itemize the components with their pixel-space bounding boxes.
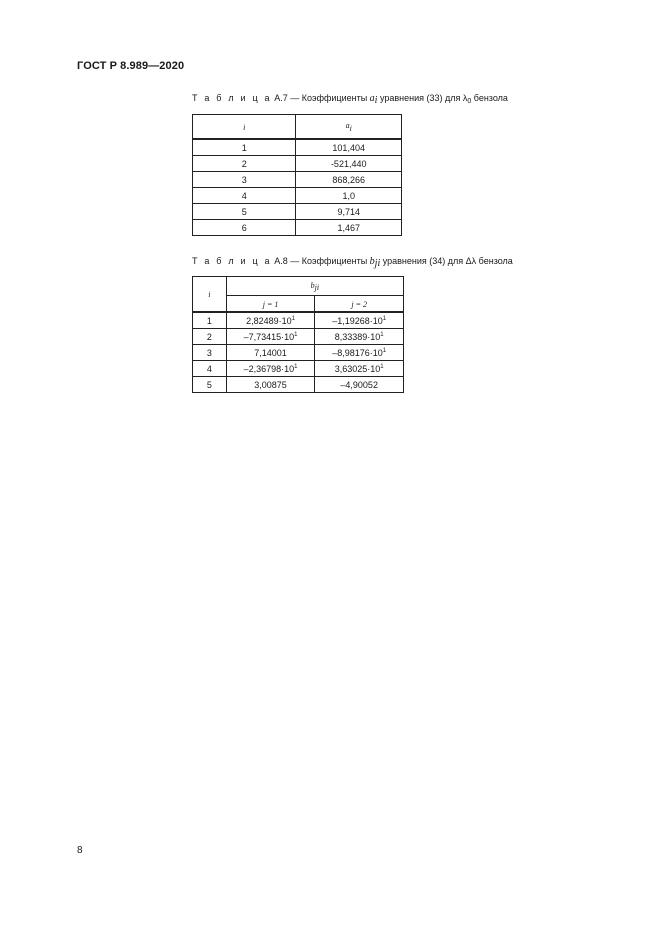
page-number: 8 xyxy=(77,845,83,856)
table-row: 5 9,714 xyxy=(193,204,402,220)
table-row: 1 $2,82489\cdot 10^1$ $-1,19268\cdot 10^1$ xyxy=(193,312,404,329)
document-standard-header: ГОСТ Р 8.989—2020 xyxy=(77,60,185,72)
table-a8-caption xyxy=(192,256,513,267)
table-row: 3 7,14001 $-8,98176\cdot 10^1$ xyxy=(193,345,404,361)
table-row: 5 3,00875 –4,90052 xyxy=(193,377,404,393)
table-header-row xyxy=(193,115,402,140)
caption-prefix: Т а б л и ц а xyxy=(192,256,272,266)
table-row: 6 1,467 xyxy=(193,220,402,236)
caption-var: a xyxy=(369,93,375,104)
table-row: 3 868,266 xyxy=(193,172,402,188)
caption-mid: уравнения (33) для xyxy=(377,93,463,103)
table-row: 4 $-2,36798\cdot 10^1$ $3,63025\cdot 10^1$ xyxy=(193,361,404,377)
table-a7-caption xyxy=(192,93,508,104)
caption-number: А.8 xyxy=(274,256,288,266)
column-header-i: i xyxy=(193,277,227,313)
table-a8 xyxy=(192,276,404,393)
caption-number: А.7 xyxy=(274,93,288,103)
caption-lambda: λ xyxy=(462,93,468,103)
caption-mid: уравнения (34) для xyxy=(380,256,466,266)
caption-end: бензола xyxy=(476,256,513,266)
table-row: 1 101,404 xyxy=(193,139,402,156)
caption-text: — Коэффициенты xyxy=(287,93,370,103)
caption-lambda-sub: 0 xyxy=(467,98,472,105)
column-header-b: $b_{ji}$ xyxy=(226,277,403,296)
caption-var-sub: i xyxy=(374,95,378,106)
column-header-j2: j = 2 xyxy=(315,296,404,313)
caption-delta-lambda: Δλ xyxy=(465,256,477,266)
table-header-row xyxy=(193,277,404,296)
caption-var-sub: ji xyxy=(374,258,381,269)
table-row: 4 1,0 xyxy=(193,188,402,204)
caption-text: — Коэффициенты xyxy=(287,256,370,266)
caption-var: b xyxy=(369,256,375,267)
column-header-i: i xyxy=(193,115,296,140)
table-row: 2 $-7,73415\cdot 10^1$ $8,33389\cdot 10^1$ xyxy=(193,329,404,345)
column-header-a: $a_i$ xyxy=(296,115,402,140)
caption-prefix: Т а б л и ц а xyxy=(192,93,272,103)
table-row: 2 -521,440 xyxy=(193,156,402,172)
column-header-j1: j = 1 xyxy=(226,296,315,313)
caption-end: бензола xyxy=(471,93,508,103)
table-a7 xyxy=(192,114,402,236)
